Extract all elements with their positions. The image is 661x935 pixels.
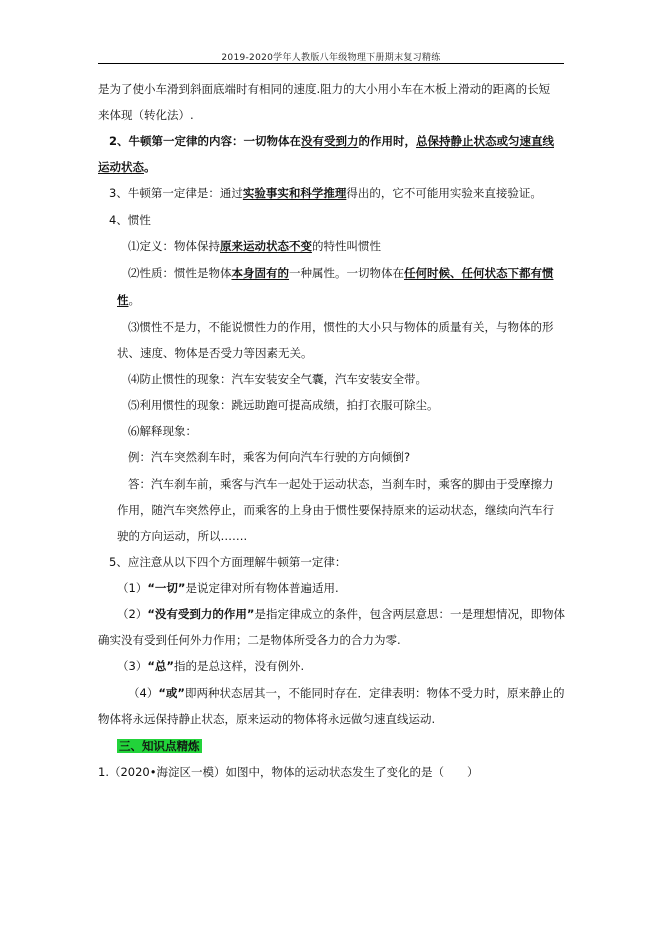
- text: （3）: [117, 659, 148, 673]
- section-title: 4、惯性: [109, 213, 151, 227]
- page-header: 2019-2020学年人教版八年级物理下册期末复习精练: [221, 53, 441, 63]
- text-line: ⑷防止惯性的现象：汽车安装安全气囊，汽车安装安全带。: [128, 372, 427, 386]
- key-phrase: “没有受到力的作用”: [147, 607, 255, 621]
- text-line: [117, 606, 565, 622]
- key-phrase: 本身固有的: [231, 266, 289, 280]
- text: 一种属性。一切物体在: [289, 266, 404, 280]
- text-line: [117, 292, 140, 308]
- text-line: [98, 159, 156, 175]
- text: （1）: [117, 581, 148, 595]
- text-line: 状、速度、物体是否受力等因素无关。: [117, 346, 313, 360]
- text: ⑴定义：物体保持: [128, 239, 220, 253]
- text: 。: [128, 293, 140, 307]
- key-phrase: “一切”: [147, 581, 186, 595]
- text-line: 例：汽车突然刹车时，乘客为何向汽车行驶的方向倾倒?: [128, 450, 411, 464]
- section-highlight: 三、知识点精炼: [119, 739, 200, 753]
- key-phrase: 运动状态: [98, 160, 144, 174]
- key-phrase: 没有受到力: [301, 134, 359, 148]
- key-phrase: 总保持静止状态或匀速直线: [416, 134, 554, 148]
- text: ⑵性质：惯性是物体: [128, 266, 232, 280]
- section-heading: [117, 738, 202, 754]
- text: 。: [144, 160, 156, 174]
- text-line: 答：汽车刹车前，乘客与汽车一起处于运动状态，当刹车时，乘客的脚由于受摩擦力: [128, 477, 554, 491]
- text: （4）: [128, 686, 159, 700]
- text: 的作用时，: [358, 134, 416, 148]
- text: 是说定律对所有物体普遍适用.: [185, 581, 339, 595]
- key-phrase: 原来运动状态不变: [220, 239, 312, 253]
- text-line: 驶的方向运动，所以…….: [117, 529, 248, 543]
- text-line: 来体现（转化法）.: [98, 108, 194, 122]
- text-line: [128, 265, 554, 281]
- text: 指的是总这样，没有例外.: [173, 659, 305, 673]
- text-line: [109, 185, 542, 201]
- text: 即两种状态居其一，不能同时存在．定律表明：物体不受力时，原来静止的: [184, 686, 565, 700]
- text: 是指定律成立的条件，包含两层意思：一是理想情况，即物体: [254, 607, 565, 621]
- text: 得出的，它不可能用实验来直接验证。: [346, 186, 542, 200]
- text: 3、牛顿第一定律是：通过: [109, 186, 243, 200]
- text-line: 5、应注意从以下四个方面理解牛顿第一定律：: [109, 555, 347, 569]
- text-line: 确实没有受到任何外力作用；二是物体所受各力的合力为零.: [98, 633, 401, 647]
- key-phrase: “总”: [147, 659, 174, 673]
- text-line: ⑸利用惯性的现象：跳远助跑可提高成绩，拍打衣服可除尘。: [128, 398, 439, 412]
- text-line: [128, 685, 564, 701]
- text: （2）: [117, 607, 148, 621]
- question-line: 1.（2020•海淀区一模）如图中，物体的运动状态发生了变化的是（ ）: [98, 765, 479, 779]
- text-line: 物体将永远保持静止状态，原来运动的物体将永远做匀速直线运动.: [98, 712, 436, 726]
- text-line: [117, 580, 339, 596]
- text-line: ⑶惯性不是力，不能说惯性力的作用，惯性的大小只与物体的质量有关，与物体的形: [128, 320, 554, 334]
- text-line: 是为了使小车滑到斜面底端时有相同的速度.阻力的大小用小车在木板上滑动的距离的长短: [98, 82, 551, 96]
- newton-law-content: [109, 133, 554, 149]
- key-phrase: 性: [117, 293, 129, 307]
- text-line: [128, 238, 381, 254]
- key-phrase: 任何时候、任何状态下都有惯: [404, 266, 554, 280]
- text-line: ⑹解释现象：: [128, 424, 197, 438]
- text-line: [117, 658, 304, 674]
- header-rule: [98, 63, 564, 64]
- text-line: 作用，随汽车突然停止，而乘客的上身由于惯性要保持原来的运动状态，继续向汽车行: [117, 503, 554, 517]
- key-phrase: 实验事实和科学推理: [242, 186, 347, 200]
- text: 的特性叫惯性: [312, 239, 381, 253]
- key-phrase: “或”: [158, 686, 185, 700]
- text: 2、牛顿第一定律的内容：一切物体在: [109, 134, 301, 148]
